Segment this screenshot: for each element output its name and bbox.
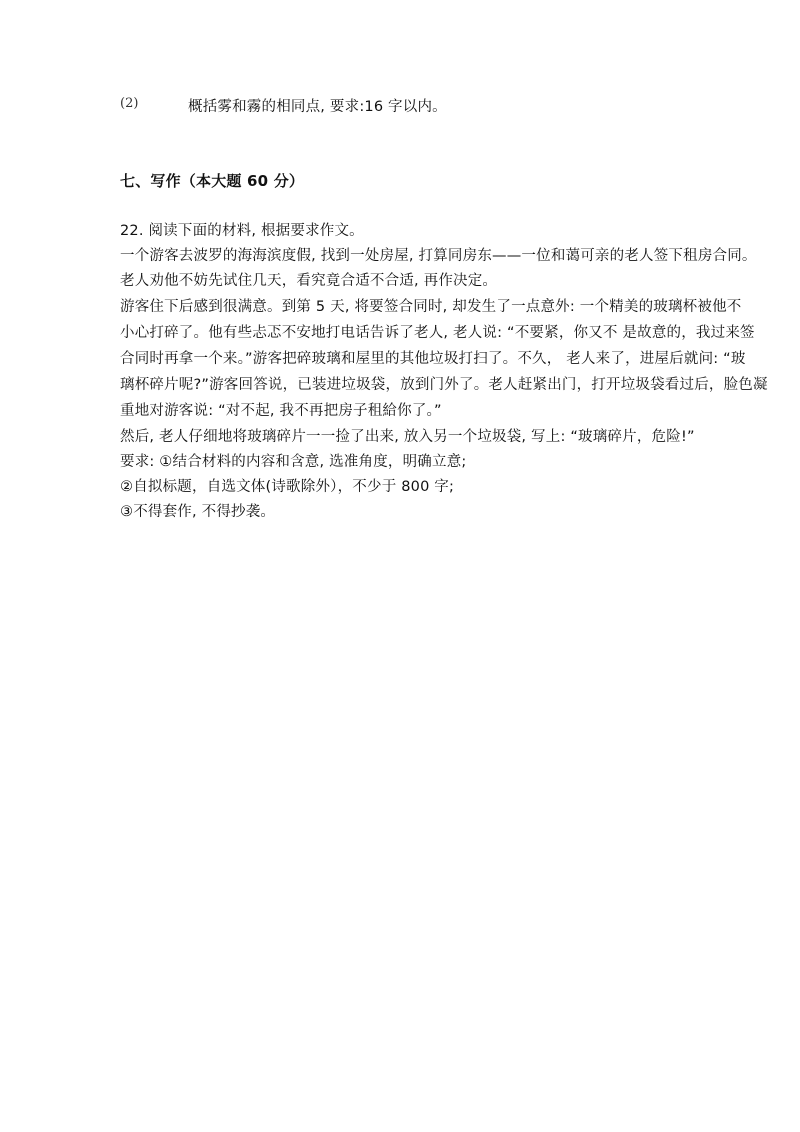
requirement-line: 要求: ①结合材料的内容和含意, 选准角度，明确立意; [120, 454, 467, 470]
paragraph-line: 重地对游客说: “对不起, 我不再把房子租給你了。” [120, 403, 442, 419]
question-text: 概括雾和霧的相同点, 要求:16 字以内。 [188, 99, 447, 115]
requirement-line: ②自拟标题，自选文体(诗歌除外），不少于 800 字; [120, 479, 455, 495]
paragraph-line: 然后, 老人仔细地将玻璃碎片一一捡了出来, 放入另一个垃圾袋, 写上: “玻璃碎片，危险!” [120, 429, 695, 445]
section-heading: 七、写作（本大题 60 分） [120, 172, 305, 190]
paragraph-line: 璃杯碎片呢?”游客回答说，已装进垃圾袋，放到门外了。老人赶紧出门，打开垃圾袋看过后，脸色凝 [120, 377, 768, 393]
question-number: (2) [120, 96, 139, 111]
paragraph-line: 老人劝他不妨先试住几天，看究竟合适不合适, 再作决定。 [120, 273, 498, 289]
paragraph-line: 小心打碎了。他有些忐忑不安地打电话告诉了老人, 老人说: “不要紧，你又不 是故意的，我过来签 [120, 325, 755, 341]
paragraph-line: 合同时再拿一个来。”游客把碎玻璃和屋里的其他垃圾打扫了。不久， 老人来了，进屋后就问: “玻 [120, 351, 746, 367]
requirement-line: ③不得套作, 不得抄袭。 [120, 504, 276, 520]
paragraph-line: 一个游客去波罗的海海滨度假, 找到一处房屋, 打算同房东——一位和蔼可亲的老人签下租房合同。 [120, 248, 757, 264]
paragraph-line: 游客住下后感到很满意。到第 5 天, 将要签合同时, 却发生了一点意外: 一个精美的玻璃杯被他不 [120, 299, 742, 315]
essay-prompt: 22. 阅读下面的材料, 根据要求作文。 [120, 223, 364, 239]
